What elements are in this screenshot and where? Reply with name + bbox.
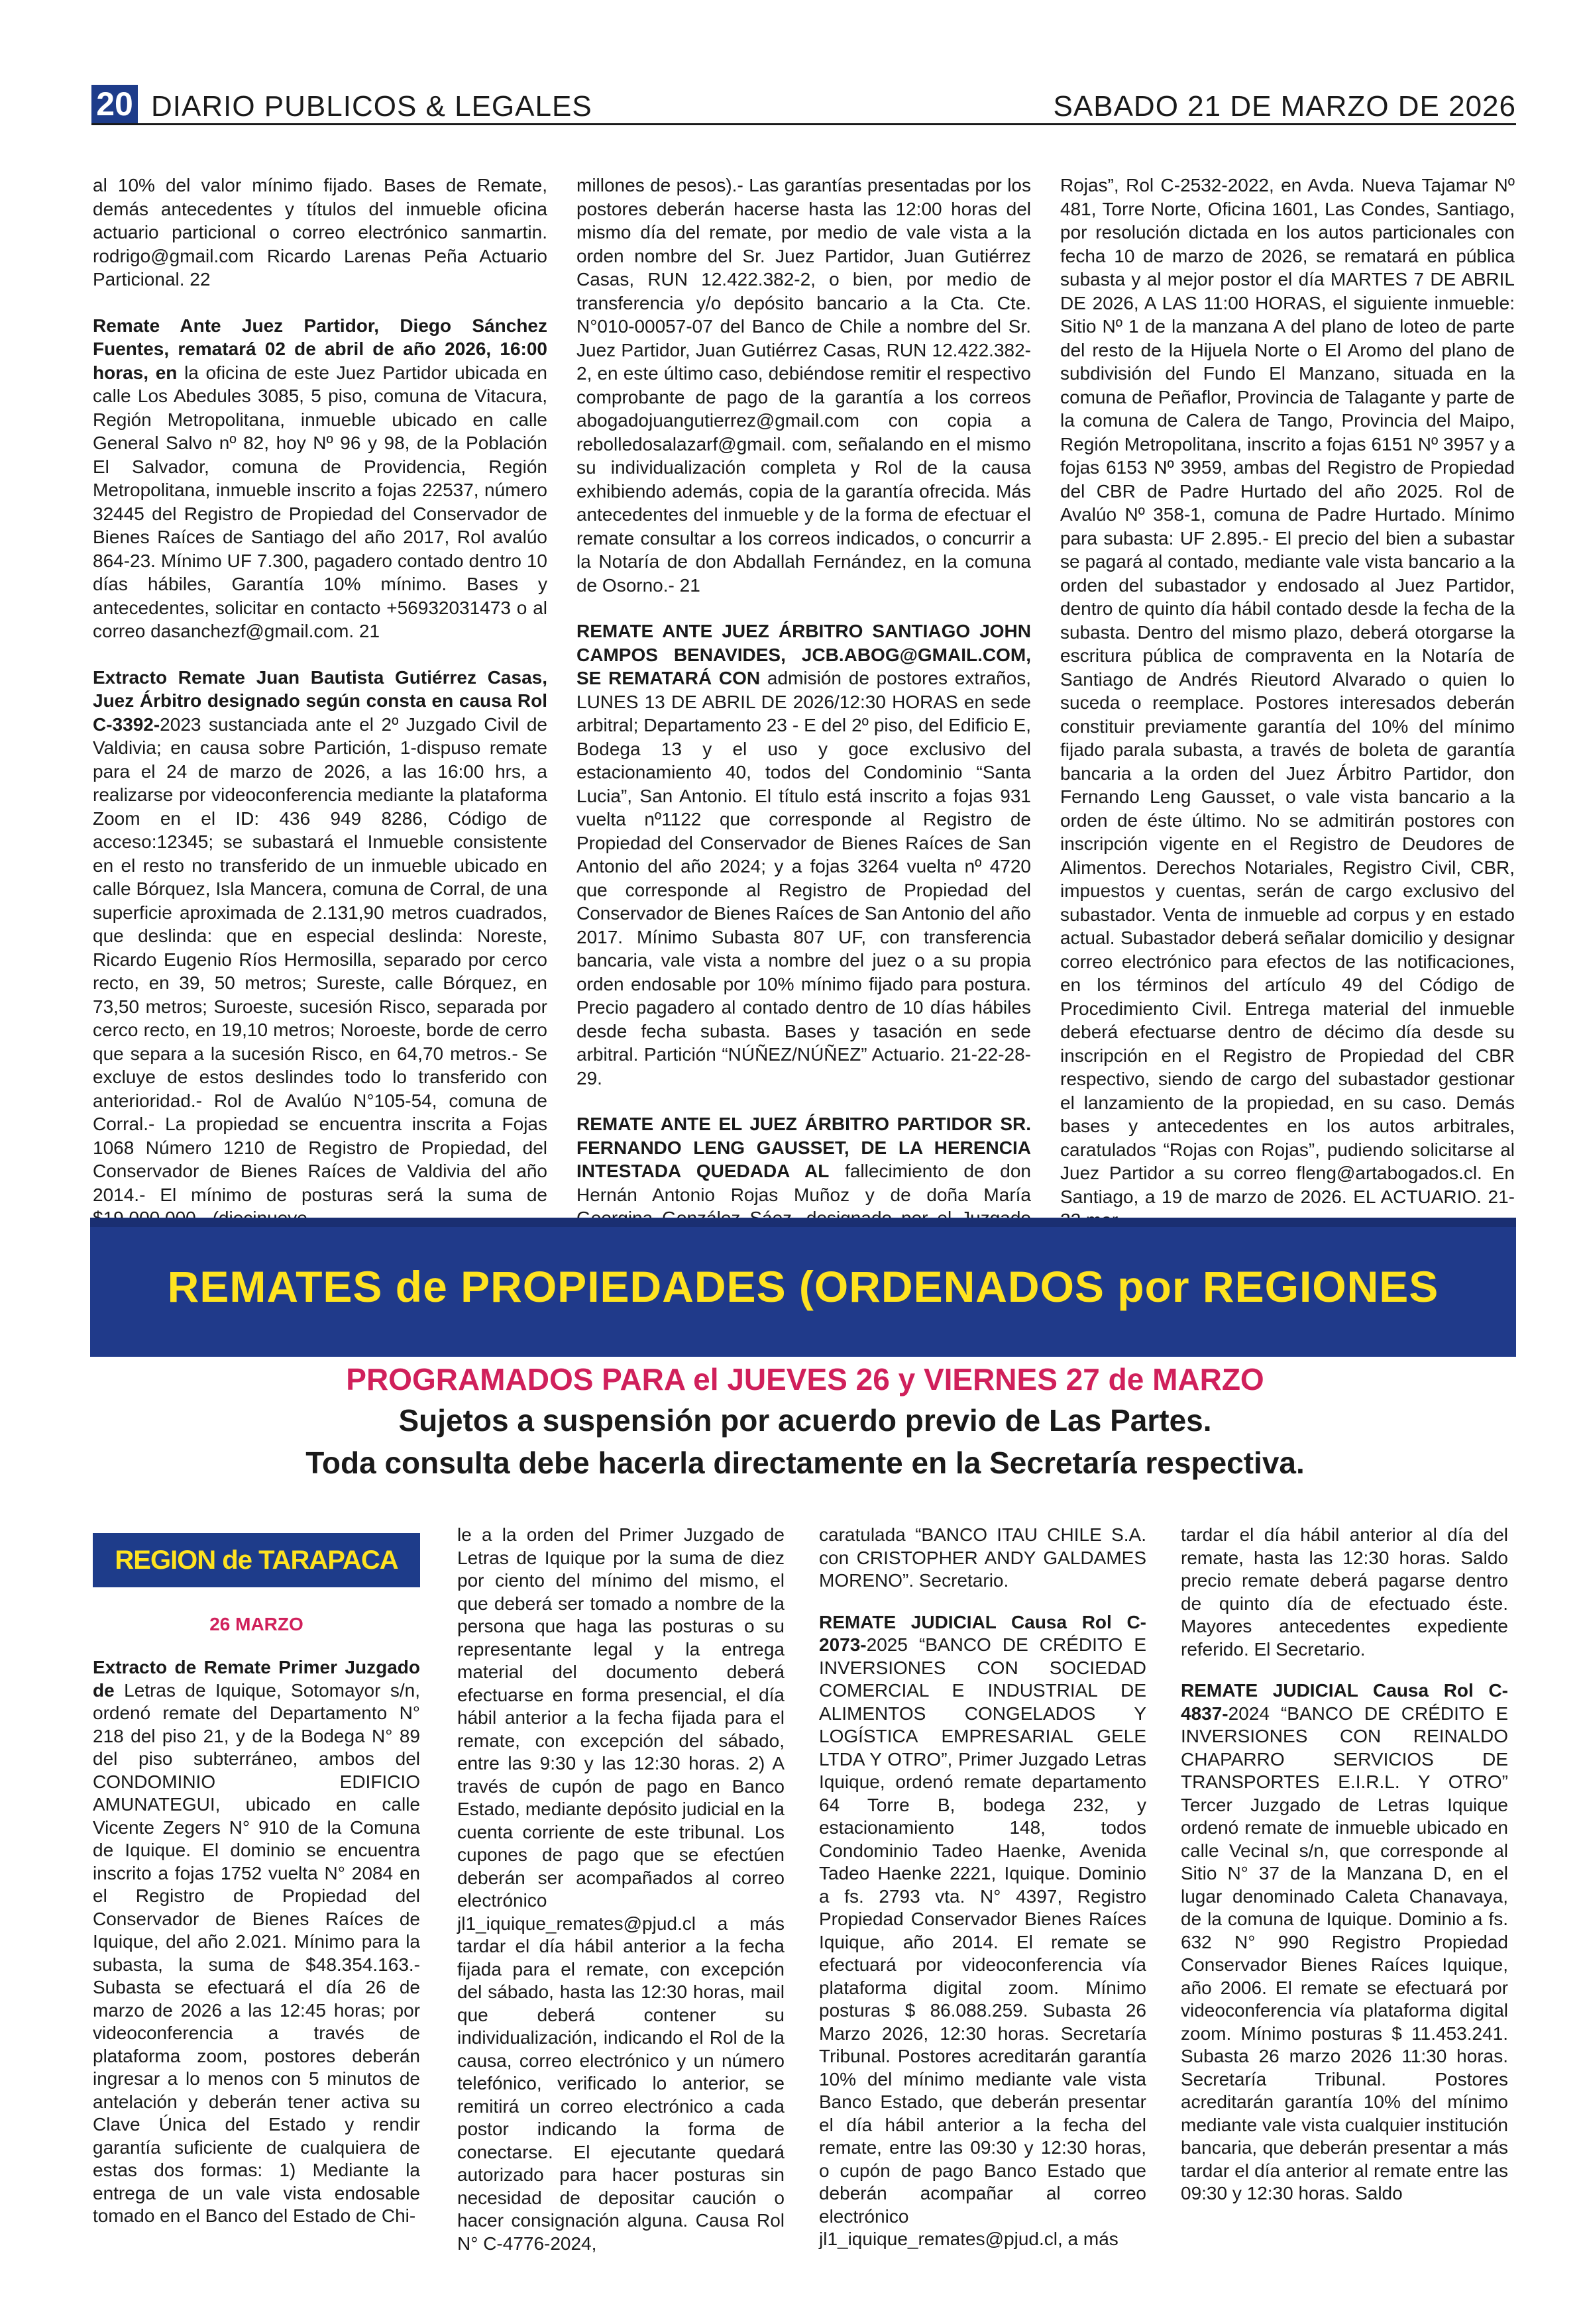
notice-body: Letras de Iquique, Sotomayor s/n, ordenó remate del Departamento N° 218 del piso 21, y de la Bodega N° 89 del piso subterráneo, ambos del CONDOMINIO EDIFICIO AMUNATEGUI, ubicado en calle Vicente Zegers N° 910 de la Comuna de Iquique. El dominio se encuentra inscrito a fojas 1752 vuelta N° 2084 en el Registro de Propiedad del Conservador de Bienes Raíces de Iquique, del año 2.021. Mínimo para la subasta, la suma de $48.354.163.- Subasta se efectuará el día 26 de marzo de 2026 a las 12:45 horas; por videoconferencia a través de plataforma zoom, postores deberán ingresar a lo menos con 5 minutos de antelación y deberán tener activa su Clave Única del Estado y rendir garantía suficiente de cualquiera de estas dos formas: 1) Mediante la entrega de un vale vista endosable tomado en el Banco del Estado de Chi- bbox=[93, 1679, 420, 2226]
notice-body: tardar el día hábil anterior al día del remate, hasta las 12:30 horas. Saldo precio remate deberá pagarse dentro de quinto día de efectuado éste. Mayores antecedentes expediente referido. El Secretario. bbox=[1181, 1524, 1508, 1660]
top-column-3 bbox=[1060, 174, 1515, 1207]
suspension-notice: Sujetos a suspensión por acuerdo previo de Las Partes. bbox=[398, 1403, 1212, 1438]
notice-body: 2025 “BANCO DE CRÉDITO E INVERSIONES CON SOCIEDAD COMERCIAL E INDUSTRIAL DE ALIMENTOS CONGELADOS Y LOGÍSTICA EMPRESARIAL GELE LTDA Y OTRO”, Primer Juzgado Letras Iquique, ordenó remate departamento 64 Torre B, bodega 232, y estacionamiento 148, todos Condominio Tadeo Haenke, Avenida Tadeo Haenke 2221, Iquique. Dominio a fs. 2793 vta. N° 4397, Registro Propiedad Conservador Bienes Raíces Iquique, año 2014. El remate se efectuará por videoconferencia vía plataforma digital zoom. Mínimo posturas $ 86.088.259. Subasta 26 Marzo 2026, 12:30 horas. Secretaría Tribunal. Postores acreditarán garantía 10% del mínimo mediante vale vista Banco Estado, que deberán presentar el día hábil anterior a la fecha del remate, entre las 09:30 y 12:30 horas, o cupón de pago Banco Estado que deberán acompañar al correo electrónico jl1_iquique_remates@pjud.cl, a más bbox=[819, 1634, 1146, 2249]
section-banner bbox=[90, 1218, 1516, 1357]
notice-paragraph bbox=[93, 174, 547, 291]
notice-body: admisión de postores extraños, LUNES 13 DE ABRIL DE 2026/12:30 HORAS en sede arbitral; Departamento 23 - E del 2º piso, del Edificio E, Bodega 13 y el uso y goce exclusivo del estacionamiento 40, todos del Condominio “Santa Lucia”, San Antonio. El título está inscrito a fojas 931 vuelta nº1122 que corresponde al Registro de Propiedad del Conservador de Bienes Raíces de San Antonio del año 2024; y a fojas 3264 vuelta nº 4720 que corresponde al Registro de Propiedad del Conservador de Bienes Raíces de San Antonio del año 2017. Mínimo Subasta 807 UF, con transferencia bancaria, vale vista a nombre del juez o a su propia orden endosable por 10% mínimo fijado para postura. Precio pagadero al contado dentro de 10 días hábiles desde fecha subasta. Bases y tasación en sede arbitral. Partición “NÚÑEZ/NÚÑEZ” Actuario. 21-22-28-29. bbox=[576, 668, 1031, 1088]
schedule-line: PROGRAMADOS PARA el JUEVES 26 y VIERNES 27 de MARZO bbox=[346, 1362, 1264, 1397]
notice-body: 2024 “BANCO DE CRÉDITO E INVERSIONES CON REINALDO CHAPARRO SERVICIOS DE TRANSPORTES E.I.R.L. Y OTRO” Tercer Juzgado de Letras Iquique ordenó remate de inmueble ubicado en calle Vecinal s/n, que corresponde al Sitio N° 37 de la Manzana D, en el lugar denominado Caleta Chanavaya, de la comuna de Iquique. Dominio a fs. 632 N° 990 Registro Propiedad Conservador Bienes Raíces Iquique, año 2006. El remate se efectuará por videoconferencia vía plataforma digital zoom. Mínimo posturas $ 11.453.241. Subasta 26 marzo 2026 11:30 horas. Secretaría Tribunal. Postores acreditarán garantía 10% del mínimo mediante vale vista cualquier institución bancaria, que deberán presentar a más tardar el día anterior al remate entre las 09:30 y 12:30 horas. Saldo bbox=[1181, 1703, 1508, 2203]
notice-body: la oficina de este Juez Partidor ubicada en calle Los Abedules 3085, 5 piso, comuna de Vitacura, Región Metropolitana, inmueble ubicado en calle General Salvo nº 82, hoy Nº 96 y 98, de la Población El Salvador, comuna de Providencia, Región Metropolitana, inmueble inscrito a fojas 22537, número 32445 del Registro de Propiedad del Conservador de Bienes Raíces de Santiago del año 2017, Rol avalúo 864-23. Mínimo UF 7.300, pagadero contado dentro 10 días hábiles, Garantía 10% mínimo. Bases y antecedentes, solicitar en contacto +56932031473 o al correo dasanchezf@gmail.com. 21 bbox=[93, 362, 548, 641]
bottom-column-1 bbox=[93, 1656, 420, 2299]
notice-body: le a la orden del Primer Juzgado de Letras de Iquique por la suma de diez por ciento del mínimo del mismo, el que deberá ser tomado a nombre de la persona que haga las posturas o su representante legal y la entrega material del documento deberá efectuarse en forma presencial, el día hábil anterior a la fecha fijada para el remate, con excepción del sábado, entre las 9:30 y las 12:30 horas. 2) A través de cupón de pago en Banco Estado, mediante depósito judicial en la cuenta corriente de este tribunal. Los cupones de pago que se efectúen deberán ser acompañados al correo electrónico jl1_iquique_remates@pjud.cl a más tardar el día hábil anterior a la fecha fijada para el remate, con excepción del sábado, hasta las 12:30 horas, mail que deberá contener su individualización, indicando el Rol de la causa, correo electrónico y un número telefónico, verificado lo anterior, se remitirá un correo electrónico a cada postor indicando la forma de conectarse. El ejecutante quedará autorizado para hacer posturas sin necesidad de depositar caución o hacer consignación alguna. Causa Rol N° C-4776-2024, bbox=[457, 1524, 785, 2254]
notice-paragraph bbox=[93, 314, 547, 643]
auction-date-label: 26 MARZO bbox=[209, 1614, 303, 1634]
region-label: REGION de TARAPACA bbox=[93, 1533, 420, 1587]
notice-body: fallecimiento de don Hernán Antonio Rojas Muñoz y de doña María bbox=[576, 1161, 1032, 1205]
notice-body: caratulada “BANCO ITAU CHILE S.A. con CRISTOPHER ANDY GALDAMES MORENO”. Secretario. bbox=[819, 1524, 1146, 1591]
issue-date: SABADO 21 DE MARZO DE 2026 bbox=[1053, 90, 1516, 123]
bottom-column-3 bbox=[819, 1524, 1146, 2299]
notice-paragraph bbox=[819, 1611, 1146, 2251]
secretaria-notice: Toda consulta debe hacerla directamente en la Secretaría respectiva. bbox=[305, 1446, 1305, 1480]
notice-paragraph bbox=[1060, 174, 1515, 1232]
notice-heading: Extracto de Remate Primer Juzgado de bbox=[93, 1657, 420, 1701]
notice-heading: Extracto Remate Juan Bautista Gutiérrez Casas, Juez Árbitro designado según consta en causa Rol C-3392- bbox=[93, 666, 547, 735]
notice-paragraph bbox=[93, 1656, 420, 2228]
notice-heading: REMATE ANTE JUEZ ÁRBITRO SANTIAGO JOHN CAMPOS BENAVIDES, JCB.ABOG@GMAIL.COM, SE REMATARÁ CON bbox=[576, 621, 1031, 688]
bottom-column-4 bbox=[1181, 1524, 1508, 2299]
notice-body: millones de pesos).- Las garantías presentadas por los postores deberán hacerse hasta las 12:00 horas del mismo día del remate, por medio de vale vista a la orden nombre del Sr. Juez Partidor, Juan Gutiérrez Casas, RUN 12.422.382-2, o bien, por medio de transferencia y/o depósito bancario a la Cta. Cte. N°010-00057-07 del Banco de Chile a nombre del Sr. Juez Partidor, Juan Gutiérrez Casas, RUN 12.422.382-2, en este último caso, debiéndose remitir el respectivo comprobante de pago de la garantía a los correos abogadojuangutierrez@gmail.com con copia a rebolledosalazarf@gmail. com, señalando en el mismo su individualización completa y Rol de la causa exhibiendo además, copia de la garantía ofrecida. Más antecedentes del inmueble y de la forma de efectuar el remate consultar a los correos indicados, o concurrir a la Notaría de don Abdallah Fernández, en la comuna de Osorno.- 21 bbox=[576, 175, 1031, 596]
notice-heading: REMATE JUDICIAL Causa Rol C-4837- bbox=[1181, 1680, 1508, 1724]
newspaper-name: DIARIO PUBLICOS & LEGALES bbox=[151, 90, 592, 123]
notice-paragraph bbox=[1181, 1679, 1508, 2205]
notice-heading: REMATE JUDICIAL Causa Rol C-2073- bbox=[819, 1611, 1146, 1655]
notice-paragraph bbox=[1181, 1524, 1508, 1661]
bottom-column-2 bbox=[457, 1524, 785, 2299]
notice-body: al 10% del valor mínimo fijado. Bases de Remate, demás antecedentes y títulos del inmueble oficina actuario particional o correo electrónico sanmartin. rodrigo@gmail.com Ricardo Larenas Peña Actuario Particional. 22 bbox=[93, 175, 547, 290]
notice-paragraph bbox=[819, 1524, 1146, 1593]
notice-body: Rojas”, Rol C-2532-2022, en Avda. Nueva Tajamar Nº 481, Torre Norte, Oficina 1601, Las Condes, Santiago, por resolución dictada en los autos particionales con fecha 10 de marzo de 2026, se rematará en pública subasta y al mejor postor el día MARTES 7 DE ABRIL DE 2026, A LAS 11:00 HORAS, el siguiente inmueble: Sitio Nº 1 de la manzana A del plano de loteo de parte del resto de la Hijuela Norte o El Aromo del plano de subdivisión del Fundo El Manzano, situada en la comuna de Peñaflor, Provincia de Talagante y parte de la comuna de Calera de Tango, Provincia del Maipo, Región Metropolitana, inscrito a fojas 6151 Nº 3957 y a fojas 6153 Nº 3959, ambas del Registro de Propiedad del CBR de Padre Hurtado del año 2025. Rol de Avalúo Nº 358-1, comuna de Padre Hurtado. Mínimo para subasta: UF 2.895.- El precio del bien a subastar se pagará al contado, mediante vale vista bancario a la orden del subastador y endosado al Juez Partidor, dentro de quinto día hábil contado desde la fecha de la subasta. Dentro del mismo plazo, deberá otorgarse la escritura pública de compraventa en la Notaría de Santiago de Andrés Rieutord Alvarado o quien lo suceda o reemplace. Postores interesados deberán constituir previamente garantía del 10% del mínimo fijado parala subasta, a través de boleta de garantía bancaria a la orden del Juez Árbitro Partidor, don Fernando Leng Gausset, o vale vista bancario a la orden de éste último. No se admitirán postores con inscripción vigente en el Registro de Deudores de Alimentos. Derechos Notariales, Registro Civil, CBR, impuestos y cuentas, serán de cargo exclusivo del subastador. Venta de inmueble ad corpus y en estado actual. Subastador deberá señalar domicilio y designar correo electrónico para efectos de las notificaciones, en los términos del artículo 49 del Código de Procedimiento Civil. Entrega material del inmueble deberá efectuarse dentro de décimo día desde su inscripción en el Registro de Propiedad del CBR respectivo, siendo de cargo del subastador gestionar el lanzamiento de la propiedad, en su caso. Demás bases y antecedentes en los autos arbitrales, caratulados “Rojas con Rojas”, pudiendo solicitarse al Juez Partidor a su correo fleng@artabogados.cl. En Santiago, a 19 de marzo de 2026. EL ACTUARIO. 21- bbox=[1060, 175, 1515, 1207]
page-number: 20 bbox=[91, 85, 138, 123]
top-column-1 bbox=[93, 174, 548, 1205]
notice-body: 2023 sustanciada ante el 2º Juzgado Civil de Valdivia; en causa sobre Partición, 1-dispuso remate para el 24 de marzo de 2026, a las 16:00 hrs, a realizarse por videoconferencia mediante la plataforma Zoom en el ID: 436 949 8286, Código de acceso:12345; se subastará el Inmueble consistente en el resto no transferido de un inmueble ubicado en calle Bórquez, Isla Mancera, comuna de Corral, de una superficie aproximada de 2.131,90 metros cuadrados, que deslinda: que en especial deslinda: Noreste, Ricardo Eugenio Ríos Hermosilla, separado por cerco recto, en 39, 50 metros; Sureste, calle Bórquez, en 73,50 metros; Suroeste, sucesión Risco, separada por cerco recto, en 19,10 metros; Noroeste, borde de cerro que separa a la sucesión Risco, en 64,70 metros.- Se excluye de estos deslindes todo lo transferido con anterioridad.- Rol de Avalúo N°105-54, comuna de Corral.- La propiedad se encuentra inscrita a Fojas 1068 Número 1210 de Registro de Propiedad, del Conservador de Bienes Raíces de Valdivia del año 2014.- El mínimo de posturas será la suma de bbox=[93, 713, 547, 1205]
notice-paragraph bbox=[457, 1524, 785, 2255]
notice-paragraph bbox=[576, 619, 1031, 1090]
top-column-2 bbox=[576, 174, 1032, 1205]
notice-paragraph bbox=[93, 666, 547, 1230]
notice-heading: REMATE ANTE EL JUEZ ÁRBITRO PARTIDOR SR. FERNANDO LENG GAUSSET, DE LA HERENCIA INTESTADA QUEDADA AL bbox=[576, 1114, 1031, 1181]
page-header bbox=[91, 82, 1516, 125]
notice-heading: Remate Ante Juez Partidor, Diego Sánchez Fuentes, rematará 02 de abril de año 2026, 16:00 horas, en bbox=[93, 315, 547, 383]
banner-title: REMATES de PROPIEDADES (ORDENADOS por REGIONES bbox=[167, 1262, 1439, 1311]
notice-paragraph bbox=[576, 174, 1031, 597]
